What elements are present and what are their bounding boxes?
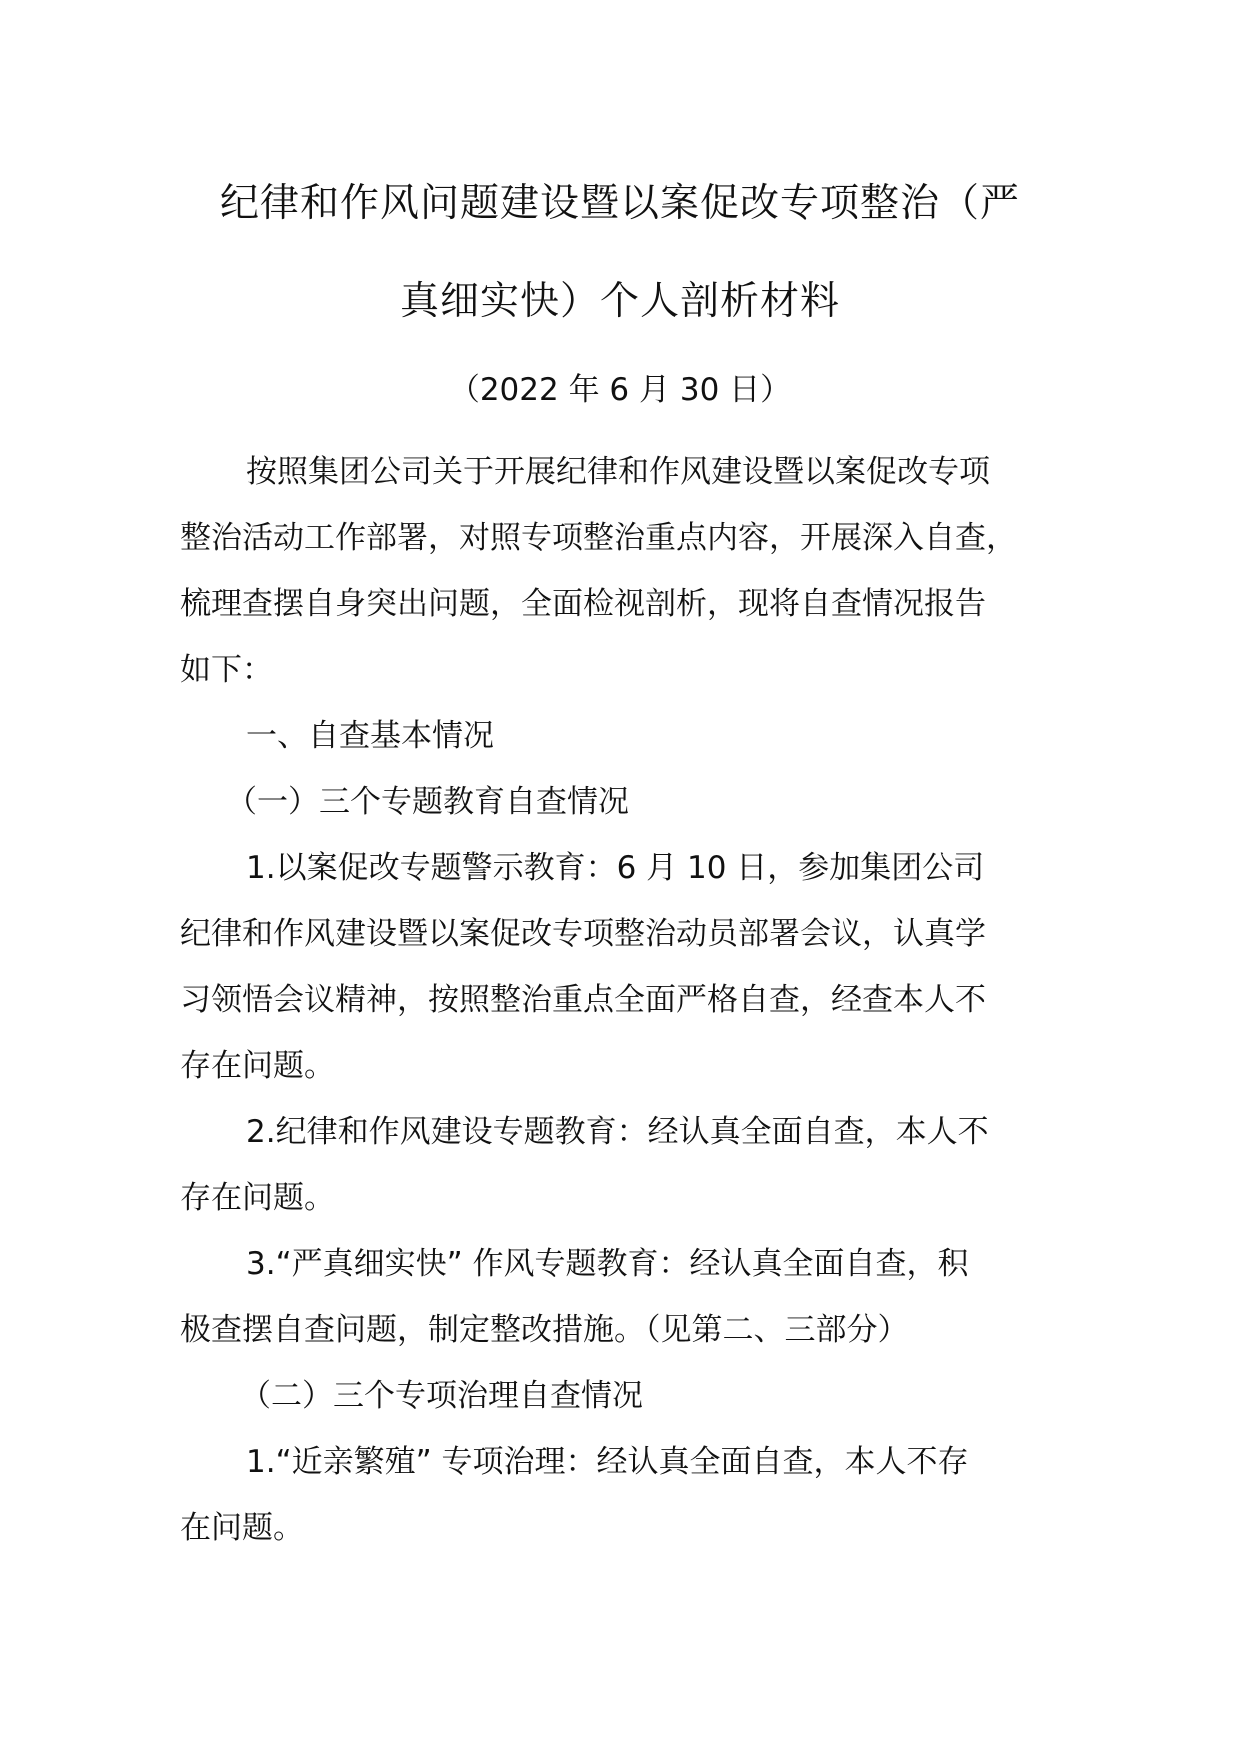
paragraph-intro-line: 如下：	[180, 652, 273, 688]
document-title-line-1: 纪律和作风问题建设暨以案促改专项整治（严	[219, 181, 1020, 226]
subsection-heading-2: （二）三个专项治理自查情况	[240, 1378, 643, 1414]
item-1-line: 1.以案促改专题警示教育：6 月 10 日，参加集团公司	[246, 850, 985, 886]
paragraph-intro-line: 整治活动工作部署，对照专项整治重点内容，开展深入自查，	[180, 520, 1017, 556]
item-3-line: 极查摆自查问题，制定整改措施。（见第二、三部分）	[180, 1312, 909, 1348]
section-heading-1: 一、自查基本情况	[246, 718, 494, 754]
item-1-line: 纪律和作风建设暨以案促改专项整治动员部署会议，认真学	[180, 916, 986, 952]
item-2-line: 存在问题。	[180, 1180, 335, 1216]
item-1-line: 习领悟会议精神，按照整治重点全面严格自查，经查本人不	[180, 982, 986, 1018]
item-3-line: 3.“严真细实快” 作风专题教育：经认真全面自查，积	[246, 1246, 969, 1282]
document-date: （2022 年 6 月 30 日）	[448, 372, 792, 408]
item-2-1-line: 在问题。	[180, 1510, 304, 1546]
item-1-line: 存在问题。	[180, 1048, 335, 1084]
item-2-1-line: 1.“近亲繁殖” 专项治理：经认真全面自查，本人不存	[246, 1444, 969, 1480]
subsection-heading-1: （一）三个专题教育自查情况	[226, 784, 629, 820]
paragraph-intro-line: 梳理查摆自身突出问题，全面检视剖析，现将自查情况报告	[180, 586, 986, 622]
document-title-line-2: 真细实快）个人剖析材料	[399, 279, 840, 324]
paragraph-intro-line: 按照集团公司关于开展纪律和作风建设暨以案促改专项	[246, 454, 990, 490]
item-2-line: 2.纪律和作风建设专题教育：经认真全面自查，本人不	[246, 1114, 989, 1150]
